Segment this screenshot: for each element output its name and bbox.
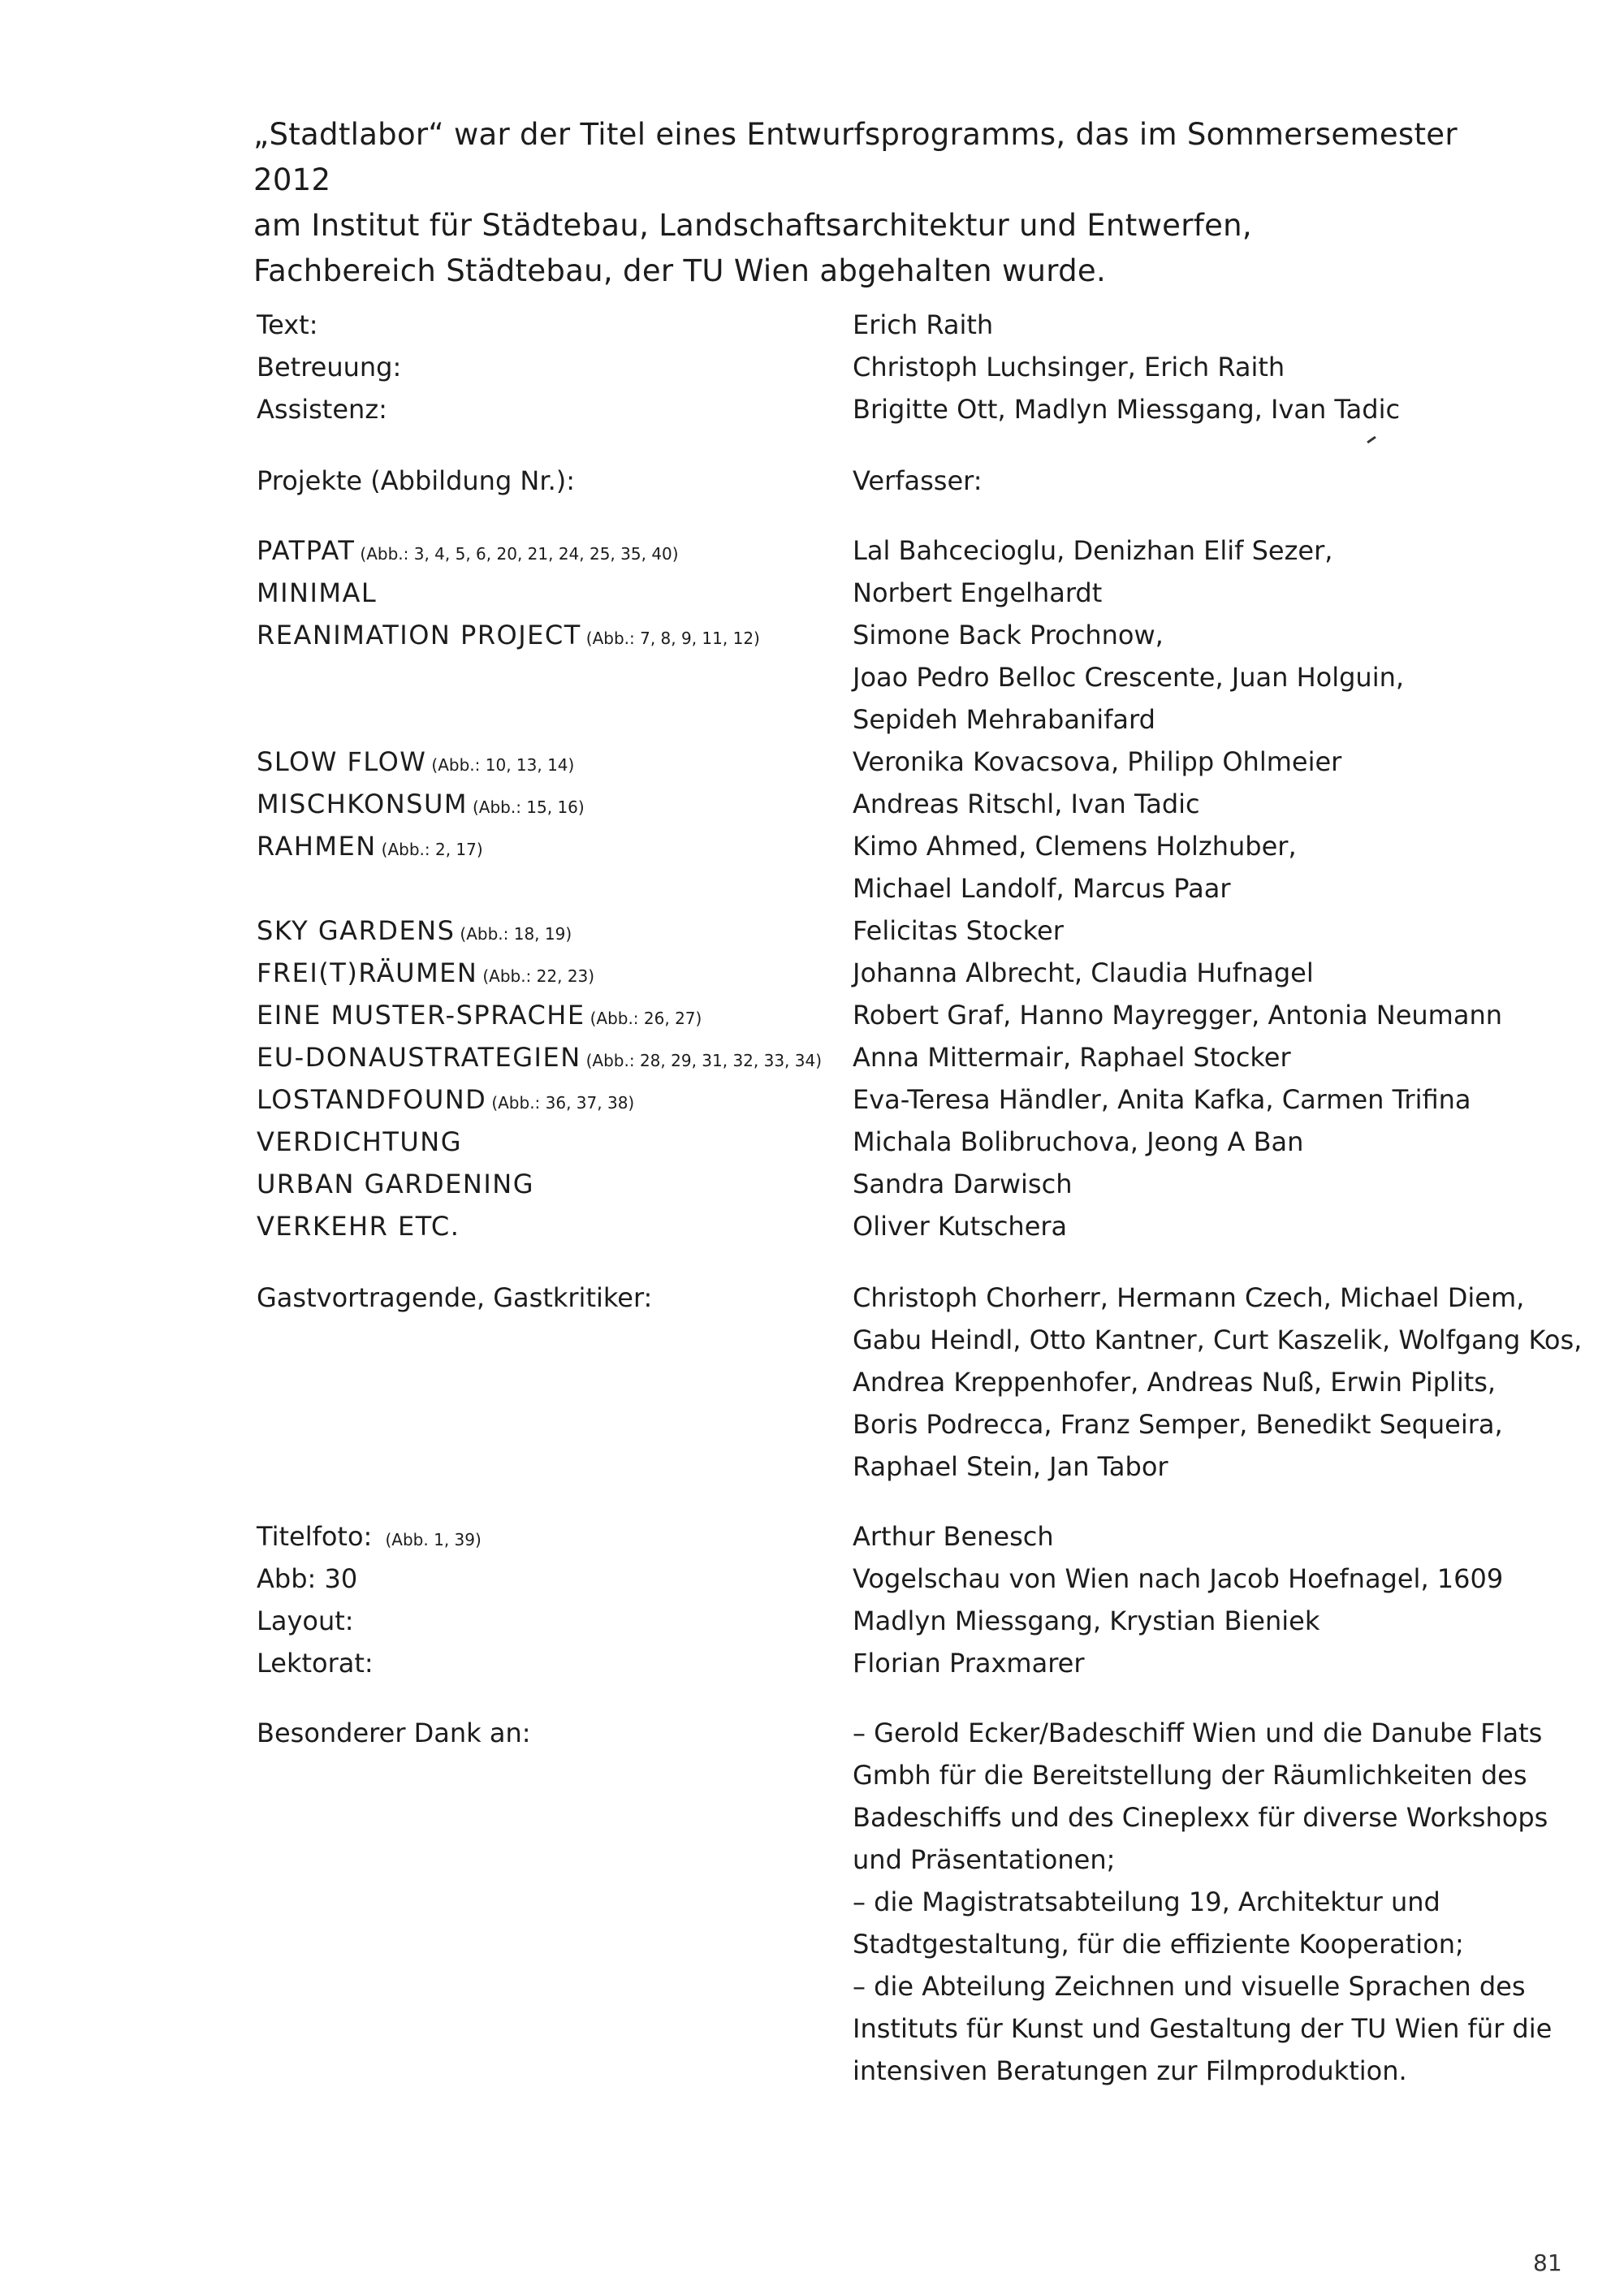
project-figures: (Abb.: 7, 8, 9, 11, 12) [585, 629, 760, 648]
project-author: Johanna Albrecht, Claudia Hufnagel [853, 957, 1314, 988]
project-name: SLOW FLOW [257, 746, 427, 777]
project-name: EU-DONAUSTRATEGIEN [257, 1042, 581, 1073]
photo-credit-label: Layout: [257, 1605, 354, 1636]
project-name: REANIMATION PROJECT [257, 620, 581, 650]
thanks-line: – Gerold Ecker/Badeschiff Wien und die Danube Flats [853, 1718, 1543, 1748]
thanks-line: Gmbh für die Bereitstellung der Räumlichkeiten des [853, 1760, 1527, 1791]
guests-line: Boris Podrecca, Franz Semper, Benedikt Sequeira, [853, 1409, 1503, 1440]
project-title [257, 1163, 534, 1205]
project-author: Anna Mittermair, Raphael Stocker [853, 1042, 1291, 1073]
credit-label: Text: [257, 309, 318, 340]
project-author: Joao Pedro Belloc Crescente, Juan Holguin, [853, 662, 1405, 693]
project-author: Michael Landolf, Marcus Paar [853, 873, 1231, 904]
project-name: PATPAT [257, 535, 356, 566]
intro-paragraph [253, 112, 1520, 294]
project-name: MISCHKONSUM [257, 789, 468, 819]
guests-line: Gabu Heindl, Otto Kantner, Curt Kaszelik, Wolfgang Kos, [853, 1324, 1583, 1355]
project-name: MINIMAL [257, 577, 378, 608]
project-figures: (Abb.: 10, 13, 14) [431, 755, 575, 775]
projects-header-value: Verfasser: [853, 465, 983, 496]
projects-header-label: Projekte (Abbildung Nr.): [257, 465, 576, 496]
project-name: EINE MUSTER-SPRACHE [257, 1000, 585, 1031]
project-title [257, 529, 679, 575]
project-title [257, 825, 483, 871]
stray-mark [1367, 436, 1376, 443]
photo-credit-label-text: Titelfoto: [257, 1521, 373, 1552]
project-author: Simone Back Prochnow, [853, 620, 1164, 650]
thanks-line: Instituts für Kunst und Gestaltung der TU Wien für die [853, 2013, 1553, 2044]
guests-line: Andrea Kreppenhofer, Andreas Nuß, Erwin Piplits, [853, 1367, 1497, 1398]
project-author: Veronika Kovacsova, Philipp Ohlmeier [853, 746, 1342, 777]
project-title [257, 1036, 822, 1082]
project-title [257, 952, 594, 997]
photo-credit-label: Abb: 30 [257, 1563, 358, 1594]
project-title [257, 1078, 634, 1124]
photo-credit-label [257, 1515, 482, 1561]
thanks-list [853, 1712, 1567, 2092]
project-figures: (Abb.: 28, 29, 31, 32, 33, 34) [585, 1051, 823, 1070]
project-title [257, 994, 702, 1039]
project-title [257, 741, 574, 786]
photo-credit-value: Vogelschau von Wien nach Jacob Hoefnagel, 1609 [853, 1563, 1504, 1594]
guests-label: Gastvortragende, Gastkritiker: [257, 1282, 653, 1313]
project-figures: (Abb.: 22, 23) [482, 966, 595, 986]
project-figures: (Abb.: 36, 37, 38) [491, 1093, 635, 1113]
credit-value: Christoph Luchsinger, Erich Raith [853, 352, 1285, 382]
project-author: Kimo Ahmed, Clemens Holzhuber, [853, 831, 1297, 862]
photo-credit-value: Madlyn Miessgang, Krystian Bieniek [853, 1605, 1320, 1636]
project-author: Oliver Kutschera [853, 1211, 1068, 1242]
project-author: Eva-Teresa Händler, Anita Kafka, Carmen Trifina [853, 1084, 1471, 1115]
project-author: Michala Bolibruchova, Jeong A Ban [853, 1126, 1304, 1157]
project-name: VERDICHTUNG [257, 1126, 463, 1157]
guests-line: Christoph Chorherr, Hermann Czech, Michael Diem, [853, 1282, 1525, 1313]
project-title [257, 783, 585, 828]
photo-credit-value: Florian Praxmarer [853, 1648, 1085, 1679]
project-title [257, 614, 760, 659]
thanks-line: und Präsentationen; [853, 1844, 1116, 1875]
project-title [257, 1121, 462, 1163]
credit-value: Erich Raith [853, 309, 994, 340]
guests-line: Raphael Stein, Jan Tabor [853, 1451, 1168, 1482]
project-name: LOSTANDFOUND [257, 1084, 487, 1115]
intro-line: Fachbereich Städtebau, der TU Wien abgehalten wurde. [253, 253, 1107, 288]
project-figures: (Abb.: 18, 19) [460, 924, 572, 944]
project-name: SKY GARDENS [257, 915, 456, 946]
project-figures: (Abb.: 3, 4, 5, 6, 20, 21, 24, 25, 35, 40) [360, 544, 679, 564]
project-name: VERKEHR ETC. [257, 1211, 460, 1242]
project-author: Robert Graf, Hanno Mayregger, Antonia Neumann [853, 1000, 1503, 1031]
thanks-line: intensiven Beratungen zur Filmproduktion. [853, 2055, 1407, 2086]
thanks-line: – die Magistratsabteilung 19, Architektur und [853, 1886, 1440, 1917]
photo-credit-label: Lektorat: [257, 1648, 374, 1679]
thanks-line: Badeschiffs und des Cineplexx für diverse Workshops [853, 1802, 1548, 1833]
project-author: Sepideh Mehrabanifard [853, 704, 1155, 735]
project-title [257, 1205, 460, 1247]
thanks-line: – die Abteilung Zeichnen und visuelle Sprachen des [853, 1971, 1526, 2002]
intro-line: am Institut für Städtebau, Landschaftsarchitektur und Entwerfen, [253, 208, 1252, 243]
thanks-label: Besonderer Dank an: [257, 1718, 531, 1748]
intro-line: „Stadtlabor“ war der Titel eines Entwurfsprogramms, das im Sommersemester 2012 [253, 117, 1458, 197]
project-author: Felicitas Stocker [853, 915, 1064, 946]
project-figures: (Abb.: 2, 17) [381, 840, 483, 859]
project-title [257, 910, 572, 955]
page-number: 81 [1533, 2249, 1562, 2276]
guests-list [853, 1277, 1583, 1488]
project-title [257, 572, 377, 614]
project-author: Sandra Darwisch [853, 1169, 1073, 1199]
photo-credit-value: Arthur Benesch [853, 1521, 1054, 1552]
project-name: FREI(T)RÄUMEN [257, 957, 478, 988]
project-figures: (Abb.: 26, 27) [590, 1009, 702, 1028]
project-name: URBAN GARDENING [257, 1169, 534, 1199]
project-figures: (Abb.: 15, 16) [472, 797, 585, 817]
photo-credit-figures: (Abb. 1, 39) [385, 1530, 482, 1549]
project-author: Lal Bahcecioglu, Denizhan Elif Sezer, [853, 535, 1333, 566]
thanks-line: Stadtgestaltung, für die effiziente Kooperation; [853, 1929, 1464, 1960]
project-author: Andreas Ritschl, Ivan Tadic [853, 789, 1200, 819]
credit-value: Brigitte Ott, Madlyn Miessgang, Ivan Tadic [853, 394, 1401, 425]
credit-label: Assistenz: [257, 394, 387, 425]
credit-label: Betreuung: [257, 352, 402, 382]
project-author: Norbert Engelhardt [853, 577, 1103, 608]
project-name: RAHMEN [257, 831, 377, 862]
